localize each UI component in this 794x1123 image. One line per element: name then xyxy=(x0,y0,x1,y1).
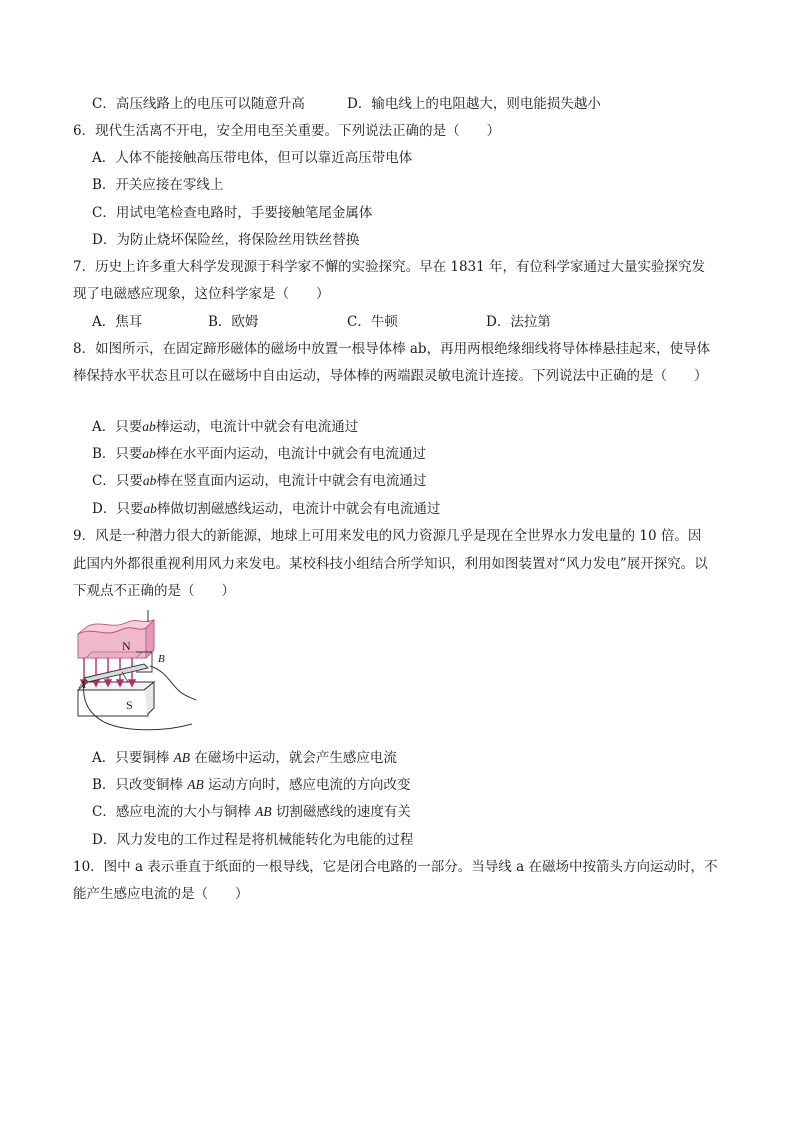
q8-option-d: D．只要ab棒做切割磁感线运动，电流计中就会有电流通过 xyxy=(92,501,441,517)
q8-stem-line1: 8．如图所示，在固定蹄形磁体的磁场中放置一根导体棒 ab，再用两根绝缘细线将导体棒悬挂起来，使导体 xyxy=(73,341,711,357)
q7-option-c: C．牛顿 xyxy=(347,314,398,330)
q8-option-a: A．只要ab棒运动，电流计中就会有电流通过 xyxy=(92,419,359,435)
q6-option-b: B．开关应接在零线上 xyxy=(92,177,224,193)
q6-option-a: A．人体不能接触高压带电体，但可以靠近高压带电体 xyxy=(92,150,413,166)
label-a: A xyxy=(79,679,86,691)
q9-stem-line2: 此国内外都很重视利用风力来发电。某校科技小组结合所学知识，利用如图装置对“风力发电”展开探究。以 xyxy=(73,556,708,572)
q7-option-b: B．欧姆 xyxy=(208,314,259,330)
q7-option-a: A．焦耳 xyxy=(92,314,143,330)
q9-option-d: D．风力发电的工作过程是将机械能转化为电能的过程 xyxy=(92,832,414,848)
wire-b xyxy=(150,666,196,700)
q8-option-c: C．只要ab棒在竖直面内运动，电流计中就会有电流通过 xyxy=(92,473,427,489)
q6-stem: 6．现代生活离不开电，安全用电至关重要。下列说法正确的是（ ） xyxy=(73,123,501,139)
q9-option-a: A．只要铜棒 AB 在磁场中运动，就会产生感应电流 xyxy=(92,750,397,766)
copper-rod-ab xyxy=(84,664,148,682)
q9-option-b: B．只改变铜棒 AB 运动方向时，感应电流的方向改变 xyxy=(92,777,411,793)
q9-stem-line1: 9．风是一种潜力很大的新能源，地球上可用来发电的风力资源几乎是现在全世界水力发电量的 10 倍。因 xyxy=(73,528,702,544)
q6-option-d: D．为防止烧坏保险丝，将保险丝用铁丝替换 xyxy=(92,232,360,248)
q9-magnet-figure xyxy=(74,608,204,738)
q10-stem-line2: 能产生感应电流的是（ ） xyxy=(73,886,249,902)
q7-stem-line1: 7．历史上许多重大科学发现源于科学家不懈的实验探究。早在 1831 年，有位科学家通过大量实验探究发 xyxy=(73,259,706,275)
q8-stem-line2: 棒保持水平状态且可以在磁场中自由运动，导体棒的两端跟灵敏电流计连接。下列说法中正确的是（ ） xyxy=(73,368,708,384)
q5-option-c: C．高压线路上的电压可以随意升高 xyxy=(92,96,305,112)
q10-stem-line1: 10．图中 a 表示垂直于纸面的一根导线，它是闭合电路的一部分。当导线 a 在磁场中按箭头方向运动时，不 xyxy=(73,859,718,875)
north-pole-face xyxy=(86,652,142,658)
label-s: S xyxy=(126,698,133,712)
south-block-top xyxy=(78,682,154,690)
label-n: N xyxy=(122,639,131,653)
q7-stem-line2: 现了电磁感应现象，这位科学家是（ ） xyxy=(73,286,330,302)
label-b: B xyxy=(158,653,165,665)
q6-option-c: C．用试电笔检查电路时，手要接触笔尾金属体 xyxy=(92,205,373,221)
q7-option-d: D．法拉第 xyxy=(486,314,551,330)
q9-stem-line3: 下观点不正确的是（ ） xyxy=(73,583,235,599)
q8-option-b: B．只要ab棒在水平面内运动，电流计中就会有电流通过 xyxy=(92,446,426,462)
q5-option-d: D．输电线上的电阻越大，则电能损失越小 xyxy=(347,96,601,112)
q9-option-c: C．感应电流的大小与铜棒 AB 切割磁感线的速度有关 xyxy=(92,804,411,820)
